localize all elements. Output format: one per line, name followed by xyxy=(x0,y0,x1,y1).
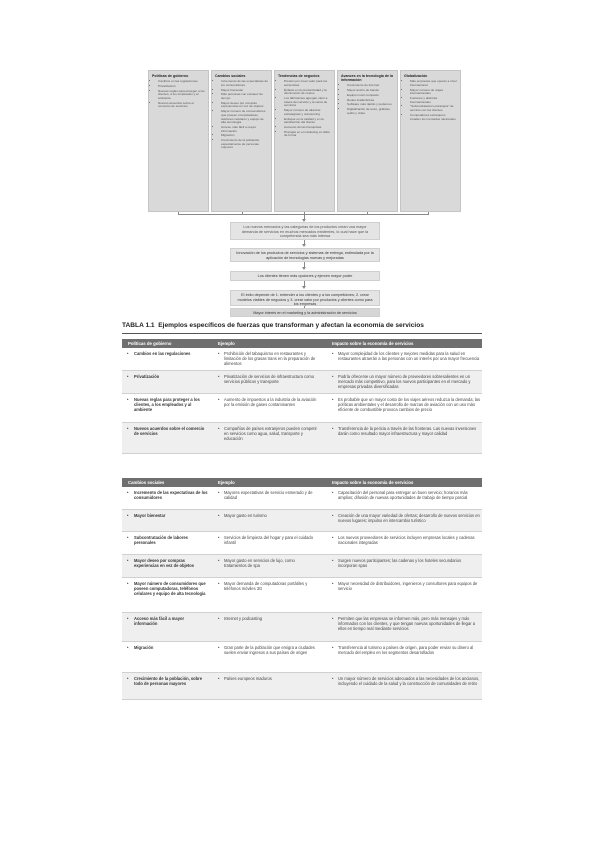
flow-text: Mayor interés en el marketing y la administración de servicios xyxy=(253,311,357,315)
arrow-head xyxy=(302,244,306,247)
table-row xyxy=(122,673,482,700)
row-factor: • Acceso más fácil a mayor información xyxy=(128,616,208,626)
column-item: • Acceso más fácil a mayor información xyxy=(221,126,268,133)
table-title xyxy=(122,322,424,329)
column-item: • Crecimiento de la población, especialmente de personas mayores xyxy=(221,139,268,150)
column-item: • Mayor deseo por compras experiencias en vez de objetos xyxy=(221,102,268,109)
row-example: • Prohibición del tabaquismo en restaurantes y limitación de los grasas trans en la preparación de alimentos xyxy=(218,351,318,366)
column-item: • "Subcontratación extranjera" de servicio con los clientes xyxy=(410,105,457,112)
column-item: • Equipo móvil compacto xyxy=(347,94,394,98)
table-row xyxy=(122,348,482,371)
table-header-row xyxy=(122,339,482,348)
row-example: • Mayor demanda de computadoras portátiles y teléfonos móviles 3G xyxy=(218,581,318,591)
column-globalization xyxy=(400,70,461,212)
row-example: • Gran parte de la población que emigra a ciudades suelen enviar ingresos a sus países de origen xyxy=(218,645,318,655)
row-factor: • Migración xyxy=(128,645,208,650)
flow-box-innovation xyxy=(230,248,380,262)
connector-line xyxy=(428,212,429,215)
column-item: • Competidores extranjeros invaden los mercados nacionales xyxy=(410,114,457,121)
row-factor: • Subcontratación de labores personales xyxy=(128,535,208,545)
column-item: • Nuevos acuerdos sobre el comercio de servicios xyxy=(158,102,205,109)
table-row xyxy=(122,578,482,613)
header-cell: Ejemplo xyxy=(218,341,235,346)
row-example: • Internet y podcasting xyxy=(218,616,318,621)
row-impact: • Mayor complejidad de los clientes y mejores medidas para la salud en restaurantes atraerán a las personas con un interés por una mayor frecuencia xyxy=(332,351,480,361)
column-item: • Mayor ancho de banda xyxy=(347,89,394,93)
column-item: • Migración xyxy=(221,134,268,138)
diagram-columns xyxy=(118,60,484,220)
column-title: Políticas de gobierno xyxy=(152,74,189,78)
header-cell: Políticas de gobierno xyxy=(128,341,172,346)
connector-line xyxy=(367,212,368,215)
row-example: • Privatización de servicios de infraestructura como servicios públicos y transporte xyxy=(218,374,318,384)
table-row xyxy=(122,487,482,510)
column-item: • Mayor número de viajes internacionales xyxy=(410,89,457,96)
row-impact: • Los nuevos proveedores de servicios incluyen empresas locales y cadenas nacionales integradas xyxy=(332,535,480,545)
connector-line xyxy=(178,212,179,215)
column-social xyxy=(211,70,272,212)
arrow-head xyxy=(302,267,306,270)
flow-box-success xyxy=(230,290,380,306)
column-item: • Privatización xyxy=(158,85,205,89)
column-title: Tendencias de negocios xyxy=(278,74,320,78)
table-row xyxy=(122,532,482,555)
row-example: • Países europeos maduros xyxy=(218,676,318,681)
column-technology xyxy=(337,70,398,212)
column-item: • Más empresas que operan a nivel internacional xyxy=(410,80,457,87)
connector-line xyxy=(242,212,243,215)
header-cell: Ejemplo xyxy=(218,480,235,485)
connector-line xyxy=(178,214,428,215)
flow-text: Los nuevos mercados y las categorías de los productos crean una mayor demanda de servicios en muchos mercados existentes, lo cual hace que la competencia sea más intensa xyxy=(241,225,369,239)
column-title: Cambios sociales xyxy=(215,74,246,78)
table-row xyxy=(122,642,482,673)
header-cell: Cambios sociales xyxy=(128,480,165,485)
table-section-social xyxy=(122,478,482,700)
column-item: • Énfasis en la productividad y la disminución de costos xyxy=(284,89,331,96)
row-example: • Servicios de limpieza del hogar y para el cuidado infantil xyxy=(218,535,318,545)
row-impact: • Surgen nuevos participantes; las cadenas y los hoteles secundarios incorporan spas xyxy=(332,558,480,568)
column-item: • Los fabricantes agregan valor a través del servicio y la venta de servicios xyxy=(284,97,331,108)
table-label: TABLA 1.1 xyxy=(122,322,155,329)
row-impact: • Creación de una mayor variedad de ofertas; desarrollo de nuevos servicios en nuevos lugares; impulso en intercambio turístico xyxy=(332,513,480,523)
table-row xyxy=(122,555,482,578)
column-item: • Cambios en las regulaciones xyxy=(158,80,205,84)
column-item: • Aumento de las franquicias xyxy=(284,126,331,130)
row-factor: • Nuevos acuerdos sobre el comercio de servicios xyxy=(128,426,208,436)
arrow-head xyxy=(302,286,306,289)
column-business xyxy=(274,70,335,212)
row-example: • Aumento de impuestos a la industria de la aviación por la emisión de gases contaminantes xyxy=(218,397,318,407)
table-row xyxy=(122,510,482,532)
column-title: Avances en la tecnología de la información xyxy=(341,74,393,83)
column-item: • Software más rápido y poderoso xyxy=(347,103,394,107)
forces-diagram xyxy=(118,60,484,320)
row-factor: • Mayor bienestar xyxy=(128,513,208,518)
column-item: • Fusiones y alianzas internacionales xyxy=(410,97,457,104)
row-factor: • Cambios en las regulaciones xyxy=(128,351,208,356)
row-example: • Compañías de países extranjeros pueden competir en servicios como agua, salud, transporte y educación xyxy=(218,426,318,441)
column-title: Globalización xyxy=(404,74,428,78)
row-factor: • Incremento de las expectativas de los consumidores xyxy=(128,490,208,500)
row-factor: • Mayor número de consumidores que poseen computadoras, teléfonos celulares y equipo de alta tecnología xyxy=(128,581,208,596)
row-factor: • Crecimiento de la población, sobre todo de personas mayores xyxy=(128,676,208,686)
column-item: • Presión por crear valor para los accionistas xyxy=(284,80,331,87)
flow-box-customers xyxy=(230,271,380,281)
row-impact: • Es probable que un mayor costo de los viajes aéreos reduzca la demanda; las políticas ambientales y el desarrollo de marcas de aviación con un uso más eficiente de combustible provoca cambios de precio xyxy=(332,397,480,412)
column-item: • Redes inalámbricas xyxy=(347,99,394,103)
table-row xyxy=(122,394,482,423)
column-item: • Crecimiento de Internet xyxy=(347,84,394,88)
row-impact: • Transferencia de la pericia a través de las fronteras. Las nuevas inversiones darán como resultado mayor infraestructura y mayor calidad xyxy=(332,426,480,436)
column-item: • Incremento de las expectativas de los consumidores xyxy=(221,80,268,87)
column-item: • Enfoque en la calidad y en la satisfacción del cliente xyxy=(284,118,331,125)
flow-text: Innovación de los productos de servicios y sistemas de entrega, estimulada por la aplicación de tecnologías nuevas y mejoradas xyxy=(236,251,374,260)
row-factor: • Nuevas reglas para proteger a los clientes, a los empleados y al ambiente xyxy=(128,397,208,412)
row-impact: • Capacitación del personal para entregar un buen servicio; horarios más amplios; difusión de nuevas oportunidades de trabajo de tiempo parcial xyxy=(332,490,480,500)
header-cell: Impacto sobre la economía de servicios xyxy=(332,341,414,346)
column-item: • Hincapié en el marketing en lidiar de forma xyxy=(284,131,331,138)
column-item: • Más personas con escasez de tiempo xyxy=(221,93,268,100)
table-row xyxy=(122,423,482,454)
row-impact: • Permiten que las empresas se informen más, pero más mensajes y más informados con los clientes, y que tengan nuevas oportunidades de llegar a ellos en tiempo real mediante servicios xyxy=(332,616,480,631)
row-factor: • Privatización xyxy=(128,374,208,379)
row-impact: • Un mayor número de servicios adecuados a las necesidades de los ancianos, incluyendo el cuidado de la salud y la construcción de comunidades de retiro xyxy=(332,676,480,686)
table-caption: Ejemplos específicos de fuerzas que transforman y afectan la economía de servicios xyxy=(158,322,424,329)
row-example: • Mayor gasto en servicios de lujo, como tratamientos de spa xyxy=(218,558,318,568)
table-section-government xyxy=(122,339,482,454)
row-example: • Mayor gasto en turismo xyxy=(218,513,318,518)
header-cell: Impacto sobre la economía de servicios xyxy=(332,480,414,485)
column-item: • Mayor número de alianzas estratégicas y outsourcing xyxy=(284,109,331,116)
table-row xyxy=(122,371,482,394)
flow-text: Los clientes tienen más opciones y ejercen mayor poder xyxy=(257,274,353,278)
flow-text: El éxito depende de 1. entender a los clientes y a los competidores; 2. crear modelos viables de negocios y 3. crear valor por productos y clientes como para los empresas xyxy=(237,293,373,307)
column-item: • Mayor bienestar xyxy=(221,89,268,93)
table-header-row xyxy=(122,478,482,487)
flow-box-demand xyxy=(230,222,380,240)
table-row xyxy=(122,613,482,642)
column-government xyxy=(148,70,209,212)
title-rule xyxy=(122,333,482,334)
row-impact: • Mayor necesidad de distribuidores, ingenieros y consultores para equipos de servicio xyxy=(332,581,480,591)
row-impact: • Transferencia al turismo a países de origen, para poder enviar su dinero al mercado del empleo en los segmentos desarrollados xyxy=(332,645,480,655)
column-item: • Mayor número de consumidores que poseen computadoras, teléfonos celulares y equipo de alta tecnología xyxy=(221,110,268,125)
row-impact: • Podría ofrecerse un mayor número de proveedores sobresalientes en un mercado más competitivo, para los nuevos participantes en el mercado y empresas privadas diversificadas xyxy=(332,374,480,389)
row-example: • Mayores expectativas de servicio esmerado y de calidad xyxy=(218,490,318,500)
row-factor: • Mayor deseo por compras experiencias en vez de objetos xyxy=(128,558,208,568)
column-item: • Nuevas reglas para proteger a los clientes, a los empleados y al ambiente xyxy=(158,90,205,101)
flow-box-interest xyxy=(230,308,380,317)
column-item: • Digitalización de texto, gráficas, audio y video xyxy=(347,108,394,115)
